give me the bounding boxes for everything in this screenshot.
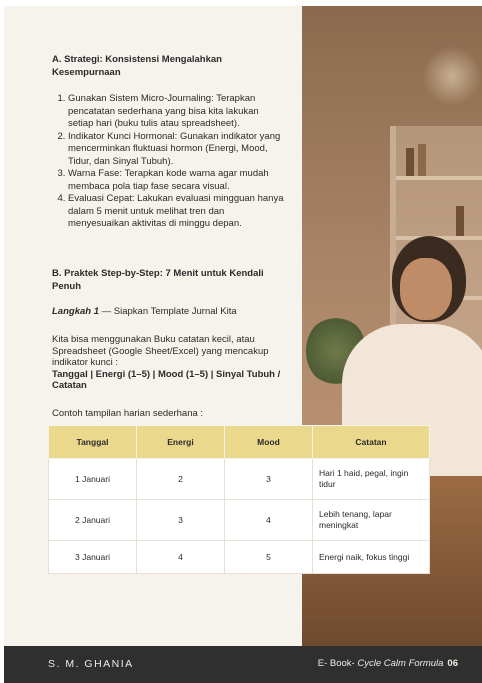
- cell-mood: 4: [225, 500, 313, 541]
- journal-table: [48, 425, 430, 574]
- example-caption: Contoh tampilan harian sederhana :: [52, 408, 204, 419]
- footer-bar: [4, 646, 482, 683]
- header-cell: Energi: [137, 426, 225, 459]
- list-item: 1. Gunakan Sistem Micro-Journaling: Terapkan pencatatan sederhana yang bisa kita lakukan setiap hari (buku tulis atau spreadsheet).: [68, 93, 284, 131]
- cell-note: Hari 1 haid, pegal, ingin tidur: [313, 459, 430, 500]
- section-a: [52, 54, 284, 231]
- page-number: 06: [447, 658, 458, 669]
- section-a-heading: A. Strategi: Konsistensi Mengalahkan Kesempurnaan: [52, 54, 222, 78]
- cell-note: Energi naik, fokus tinggi: [313, 541, 430, 574]
- step-text: — Siapkan Template Jurnal Kita: [99, 306, 237, 317]
- header-cell: Catatan: [313, 426, 430, 459]
- intro-paragraph: [52, 334, 284, 392]
- cell-energy: 4: [137, 541, 225, 574]
- cell-mood: 3: [225, 459, 313, 500]
- table-header-row: [49, 426, 430, 459]
- cell-note: Lebih tenang, lapar meningkat: [313, 500, 430, 541]
- ebook-name: Cycle Calm Formula: [357, 658, 444, 669]
- lamp-glow: [422, 46, 482, 106]
- list-item: 2. Indikator Kunci Hormonal: Gunakan indikator yang mencerminkan fluktuasi hormon (Energi, Mood, Tidur, dan Sinyal Tubuh).: [68, 131, 284, 169]
- list-item: 3. Warna Fase: Terapkan kode warna agar mudah membaca pola tiap fase secara visual.: [68, 168, 284, 193]
- cell-energy: 2: [137, 459, 225, 500]
- table-row: [49, 459, 430, 500]
- cell-mood: 5: [225, 541, 313, 574]
- step-1: [52, 306, 237, 317]
- ebook-prefix: E- Book-: [317, 658, 358, 669]
- cell-energy: 3: [137, 500, 225, 541]
- header-cell: Mood: [225, 426, 313, 459]
- person-face: [400, 258, 452, 320]
- author-name: S. M. GHANIA: [48, 658, 134, 670]
- ebook-title: [318, 658, 458, 669]
- paragraph-text: Kita bisa menggunakan Buku catatan kecil, atau Spreadsheet (Google Sheet/Excel) yang mencakup indikator kunci :: [52, 334, 269, 368]
- header-cell: Tanggal: [49, 426, 137, 459]
- section-b-heading: B. Praktek Step-by-Step: 7 Menit untuk Kendali Penuh: [52, 268, 264, 292]
- indicator-list: Tanggal | Energi (1–5) | Mood (1–5) | Sinyal Tubuh / Catatan: [52, 368, 281, 391]
- step-label: Langkah 1: [52, 306, 99, 317]
- cell-date: 3 Januari: [49, 541, 137, 574]
- cell-date: 2 Januari: [49, 500, 137, 541]
- list-item: 4. Evaluasi Cepat: Lakukan evaluasi mingguan hanya dalam 5 menit untuk melihat tren dan menyesuaikan aktivitas di minggu depan.: [68, 193, 284, 231]
- table-row: [49, 500, 430, 541]
- table-row: [49, 541, 430, 574]
- strategy-list: [52, 93, 284, 231]
- cell-date: 1 Januari: [49, 459, 137, 500]
